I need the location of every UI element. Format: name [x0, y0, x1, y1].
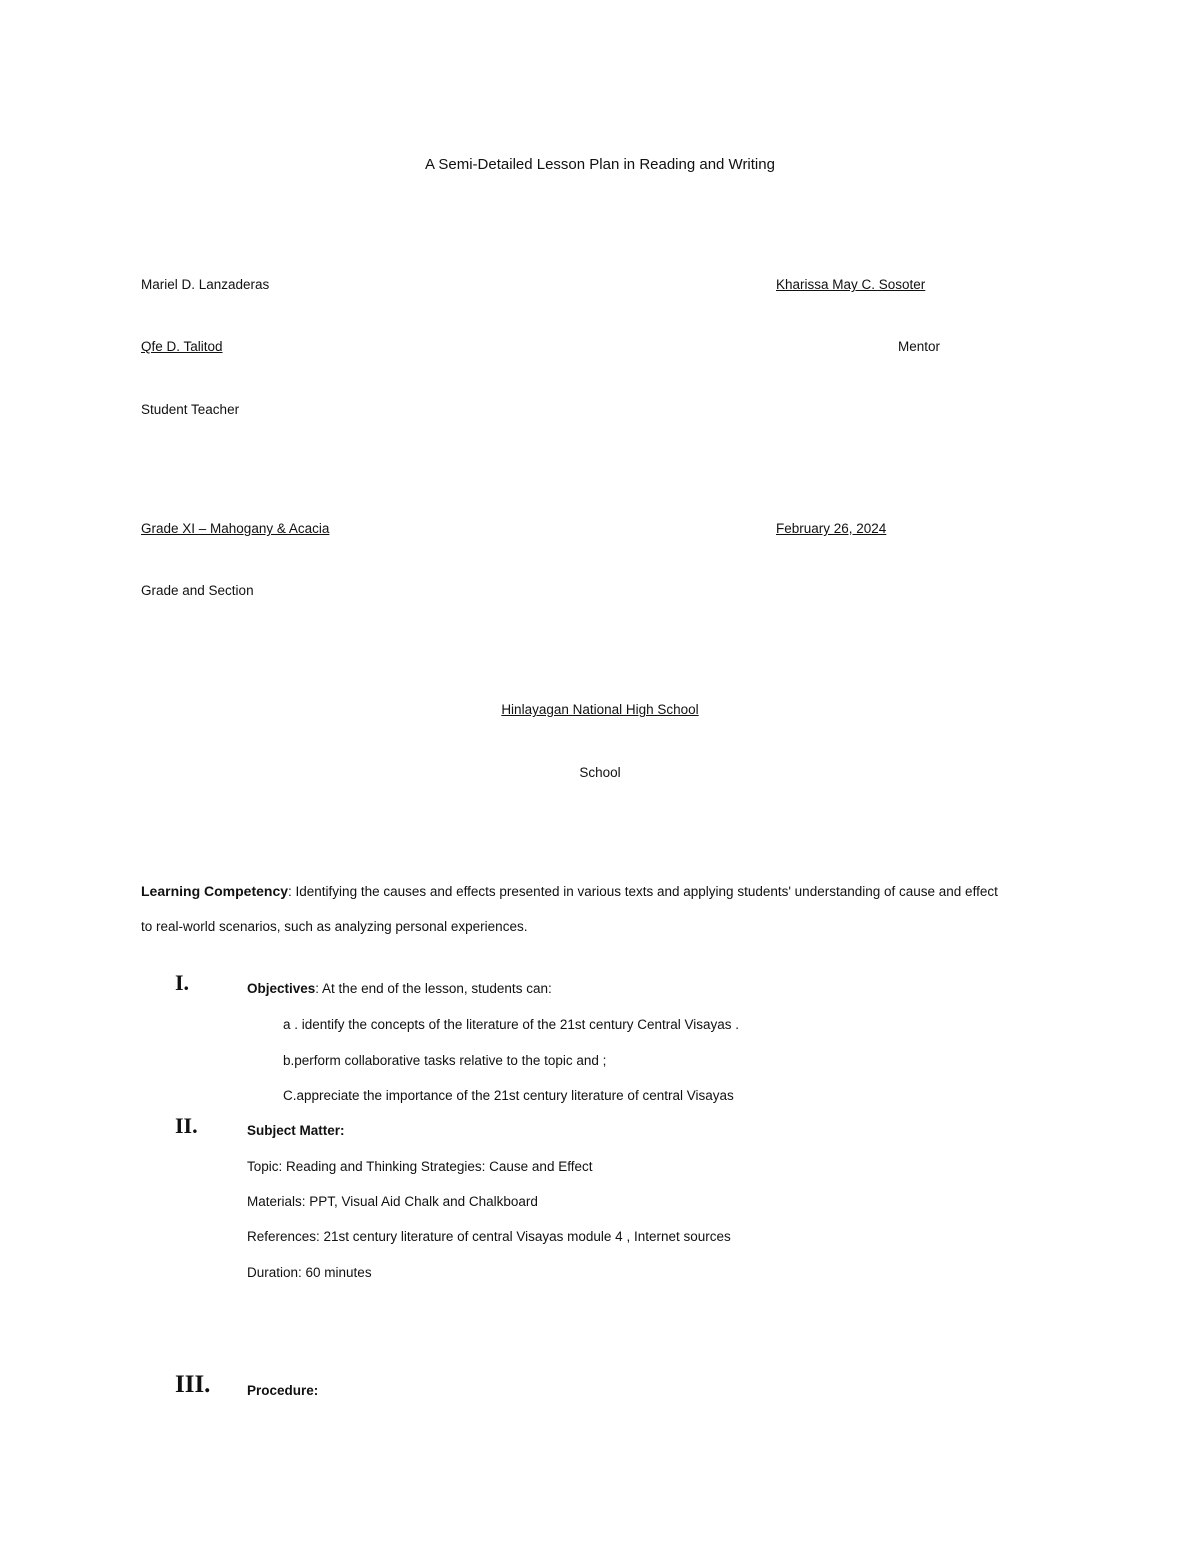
student-teacher-name-2: Qfe D. Talitod: [141, 339, 223, 354]
learning-competency-text-2: to real-world scenarios, such as analyzing personal experiences.: [141, 919, 528, 934]
grade-section-value: Grade XI – Mahogany & Acacia: [141, 521, 330, 536]
subject-materials: Materials: PPT, Visual Aid Chalk and Chalkboard: [247, 1194, 538, 1209]
objective-item-c: C.appreciate the importance of the 21st century literature of central Visayas: [283, 1088, 734, 1103]
subject-topic: Topic: Reading and Thinking Strategies: Cause and Effect: [247, 1159, 593, 1174]
objectives-intro: : At the end of the lesson, students can:: [315, 981, 552, 996]
subject-matter-label: Subject Matter:: [247, 1123, 345, 1138]
lesson-date: February 26, 2024: [776, 521, 887, 536]
school-name: Hinlayagan National High School: [501, 702, 699, 717]
learning-competency: [141, 882, 998, 901]
section-numeral-2: II.: [175, 1113, 198, 1138]
school-label: School: [579, 765, 621, 780]
mentor-label: Mentor: [898, 339, 941, 354]
learning-competency-text: : Identifying the causes and effects presented in various texts and applying students' understanding of cause and effect: [288, 884, 998, 899]
section-numeral-3: III.: [175, 1371, 211, 1398]
page-title: A Semi-Detailed Lesson Plan in Reading and Writing: [425, 156, 775, 173]
objectives-label: Objectives: [247, 981, 316, 996]
mentor-name: Kharissa May C. Sosoter: [776, 277, 926, 292]
subject-duration: Duration: 60 minutes: [247, 1265, 372, 1280]
subject-references: References: 21st century literature of central Visayas module 4 , Internet sources: [247, 1229, 731, 1244]
objective-item-b: b.perform collaborative tasks relative to the topic and ;: [283, 1053, 607, 1068]
student-teacher-name-1: Mariel D. Lanzaderas: [141, 277, 270, 292]
procedure-label: Procedure:: [247, 1383, 319, 1398]
grade-section-label: Grade and Section: [141, 583, 254, 598]
learning-competency-label: Learning Competency: [141, 883, 289, 899]
objectives-heading: [247, 980, 552, 998]
student-teacher-label: Student Teacher: [141, 402, 240, 417]
objective-item-a: a . identify the concepts of the literature of the 21st century Central Visayas .: [283, 1017, 740, 1032]
section-numeral-1: I.: [175, 970, 190, 995]
